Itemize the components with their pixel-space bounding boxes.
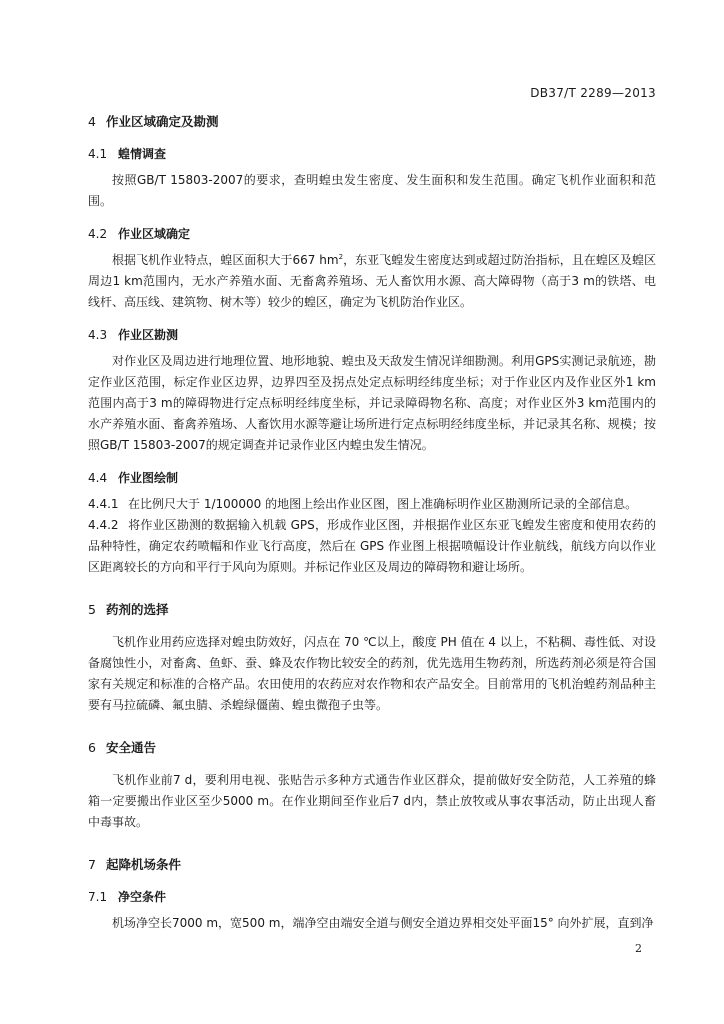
- standard-number: DB37/T 2289—2013: [530, 86, 656, 100]
- section-4-2-heading: [88, 224, 656, 244]
- section-4-4-heading: [88, 468, 656, 488]
- section-number: 4.1: [88, 147, 108, 161]
- paragraph: 飞机作业用药应选择对蝗虫防效好，闪点在 70 ℃以上，酸度 PH 值在 4 以上，不粘稠、毒性低、对设备腐蚀性小，对畜禽、鱼虾、蚕、蜂及农作物比较安全的药剂，优先选用生物药剂，所选药剂必须是符合国家有关规定和标准的合格产品。农田使用的农药应对农作物和农产品安全。目前常用的飞机治蝗药剂品种主要有马拉硫磷、氟虫腈、杀蝗绿僵菌、蝗虫微孢子虫等。: [88, 635, 656, 712]
- section-title: 净空条件: [118, 890, 167, 904]
- paragraph: 机场净空长7000 m，宽500 m，端净空由端安全道与侧安全道边界相交处平面15° 向外扩展，直到净: [112, 916, 654, 930]
- section-4-heading: [88, 112, 656, 132]
- section-7-heading: [88, 855, 656, 875]
- superscript: 2: [338, 253, 344, 261]
- paragraph: 飞机作业前7 d，要利用电视、张贴告示多种方式通告作业区群众，提前做好安全防范，人工养殖的蜂箱一定要搬出作业区至少5000 m。在作业期间至作业后7 d内，禁止放牧或从事农事活动，防止出现人畜中毒事故。: [88, 773, 656, 829]
- section-number: 4.4: [88, 471, 108, 485]
- clause-text: 在比例尺大于 1/100000 的地图上绘出作业区图，图上准确标明作业区勘测所记录的全部信息。: [128, 497, 638, 511]
- paragraph: [88, 250, 656, 313]
- section-5-heading: [88, 600, 656, 620]
- section-number: 5: [88, 602, 96, 617]
- paragraph: 对作业区及周边进行地理位置、地形地貌、蝗虫及天敌发生情况详细勘测。利用GPS实测记录航迹，勘定作业区范围，标定作业区边界，边界四至及拐点处定点标明经纬度坐标；对于作业区内及作业区外1 km范围内高于3 m的障碍物进行定点标明经纬度坐标，并记录障碍物名称、高度；对作业区外3 km范围内的水产养殖水面、畜禽养殖场、人畜饮用水源等避让场所进行定点标明经纬度坐标，并记录其名称、规模；按照GB/T 15803-2007的规定调查并记录作业区内蝗虫发生情况。: [88, 354, 656, 452]
- section-title: 起降机场条件: [106, 857, 182, 872]
- page-number: 2: [635, 942, 642, 955]
- section-number: 4.2: [88, 227, 108, 241]
- section-title: 蝗情调查: [118, 147, 167, 161]
- section-title: 作业图绘制: [118, 471, 179, 485]
- section-title: 作业区勘测: [118, 328, 179, 342]
- section-number: 7: [88, 857, 96, 872]
- clause-number: 4.4.1: [88, 497, 119, 511]
- section-title: 作业区域确定: [118, 227, 191, 241]
- clause-text: 将作业区勘测的数据输入机载 GPS，形成作业区图，并根据作业区东亚飞蝗发生密度和使用农药的品种特性，确定农药喷幅和作业飞行高度，然后在 GPS 作业图上根据喷幅设计作业航线，航线方向以作业区距离较长的方向和平行于风向为原则。并标记作业区及周边的障碍物和避让场所。: [88, 518, 656, 574]
- section-4-1-heading: [88, 144, 656, 164]
- section-4-3-heading: [88, 325, 656, 345]
- page-body: [88, 112, 656, 934]
- clause-number: 4.4.2: [88, 518, 119, 532]
- clause-item: [88, 515, 656, 578]
- section-title: 安全通告: [106, 740, 157, 755]
- clause-item: [88, 494, 656, 515]
- section-7-1-heading: [88, 887, 656, 907]
- section-number: 7.1: [88, 890, 108, 904]
- paragraph: 按照GB/T 15803-2007的要求，查明蝗虫发生密度、发生面积和发生范围。确定飞机作业面积和范围。: [88, 173, 656, 208]
- section-title: 药剂的选择: [106, 602, 169, 617]
- section-title: 作业区域确定及勘测: [106, 114, 219, 129]
- section-6-heading: [88, 738, 656, 758]
- section-number: 6: [88, 740, 96, 755]
- section-number: 4: [88, 114, 96, 129]
- section-number: 4.3: [88, 328, 108, 342]
- text-run: 根据飞机作业特点，蝗区面积大于667 hm: [112, 253, 339, 267]
- text-run: ，东亚飞蝗发生密度达到或超过防治指标，且在蝗区及蝗区周边1 km范围内，无水产养殖水面、无畜禽养殖场、无人畜饮用水源、高大障碍物（高于3 m的铁塔、电线杆、高压线、建筑物、树木等）较少的蝗区，确定为飞机防治作业区。: [88, 253, 656, 309]
